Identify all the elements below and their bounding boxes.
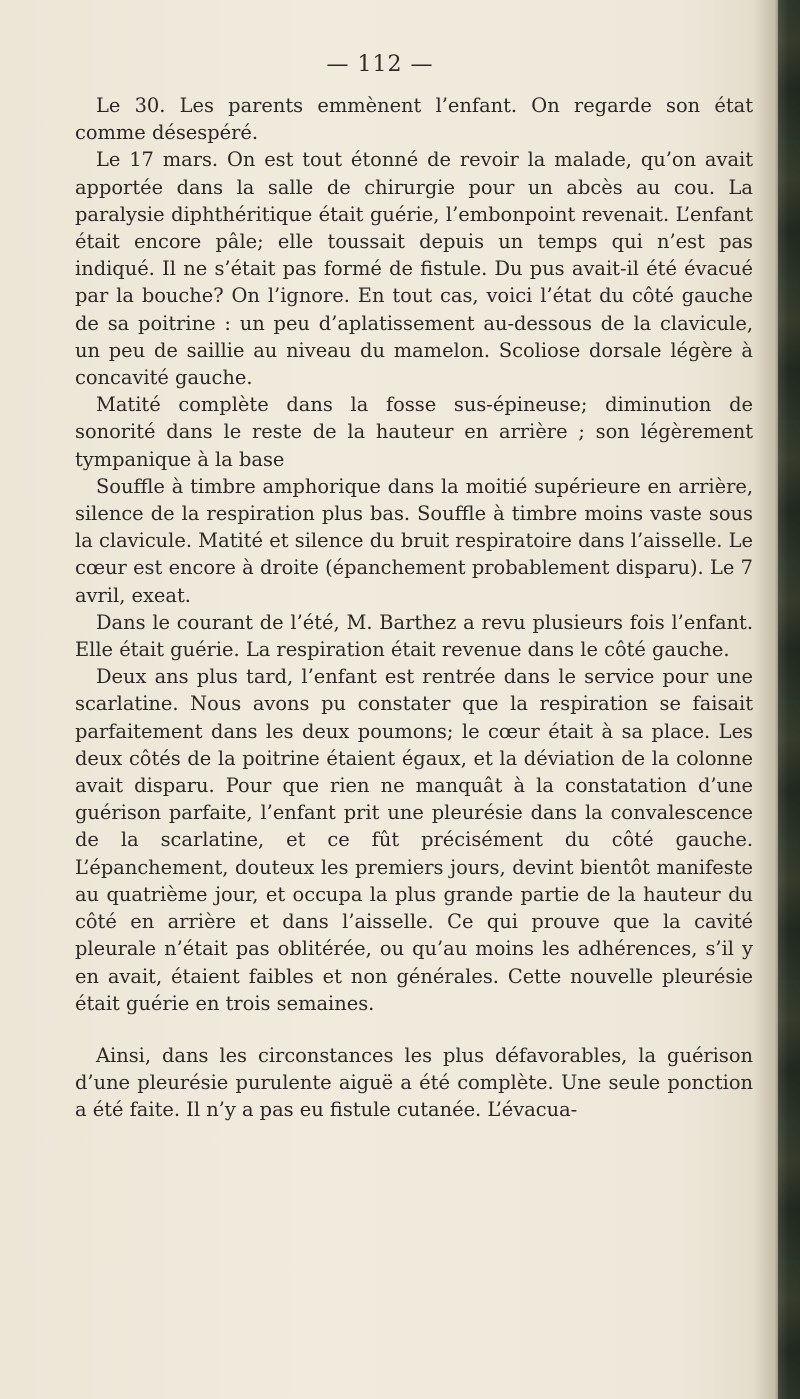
paragraph: Dans le courant de l’été, M. Barthez a revu plusieurs fois l’enfant. Elle était guérie. La respiration était revenue dans le côté gauche. <box>75 610 753 662</box>
page-number: — 112 — <box>326 52 434 77</box>
paragraph: Le 17 mars. On est tout étonné de revoir la malade, qu’on avait apportée dans la salle de chirurgie pour un abcès au cou. La paralysie diphthéritique était guérie, l’embonpoint revenait. L’enfant était encore pâle; elle toussait depuis un temps qui n’est pas indiqué. Il ne s’était pas formé de fistule. Du pus avait-il été évacué par la bouche? On l’ignore. En tout cas, voici l’état du côté gauche de sa poitrine : un peu d’aplatissement au-dessous de la clavicule, un peu de saillie au niveau du mamelon. Scoliose dorsale légère à concavité gauche. <box>75 148 753 390</box>
paragraph: Deux ans plus tard, l’enfant est rentrée dans le service pour une scarlatine. Nous avons pu constater que la respiration se faisait parfaitement dans les deux poumons; le cœur était à sa place. Les deux côtés de la poitrine étaient égaux, et la déviation de la colonne avait disparu. Pour que rien ne manquât à la constatation d’une guérison parfaite, l’enfant prit une pleurésie dans la convalescence de la scarlatine, et ce fût précisément du côté gauche. L’épanchement, douteux les premiers jours, devint bientôt manifeste au quatrième jour, et occupa la plus grande partie de la hauteur du côté en arrière et dans l’aisselle. Ce qui prouve que la cavité pleurale n’était pas oblitérée, ou qu’au moins les adhérences, s’il y en avait, étaient faibles et non générales. Cette nouvelle pleurésie était guérie en trois semaines. <box>75 665 753 1015</box>
paragraph: Le 30. Les parents emmènent l’enfant. On regarde son état comme désespéré. <box>75 94 753 145</box>
paragraph: Matité complète dans la fosse sus-épineuse; diminution de sonorité dans le reste de la hauteur en arrière ; son légèrement tympanique à la base <box>75 393 753 471</box>
body-text <box>75 92 753 1124</box>
paragraph: Souffle à timbre amphorique dans la moitié supérieure en arrière, silence de la respiration plus bas. Souffle à timbre moins vaste sous la clavicule. Matité et silence du bruit respiratoire dans l’aisselle. Le cœur est encore à droite (épanchement probablement disparu). Le 7 avril, exeat. <box>75 474 753 607</box>
paragraph: Ainsi, dans les circonstances les plus défavorables, la guérison d’une pleurésie purulente aiguë a été complète. Une seule ponction a été faite. Il n’y a pas eu fistule cutanée. L’évacua- <box>75 1043 753 1122</box>
binding-shadow <box>778 0 800 1399</box>
